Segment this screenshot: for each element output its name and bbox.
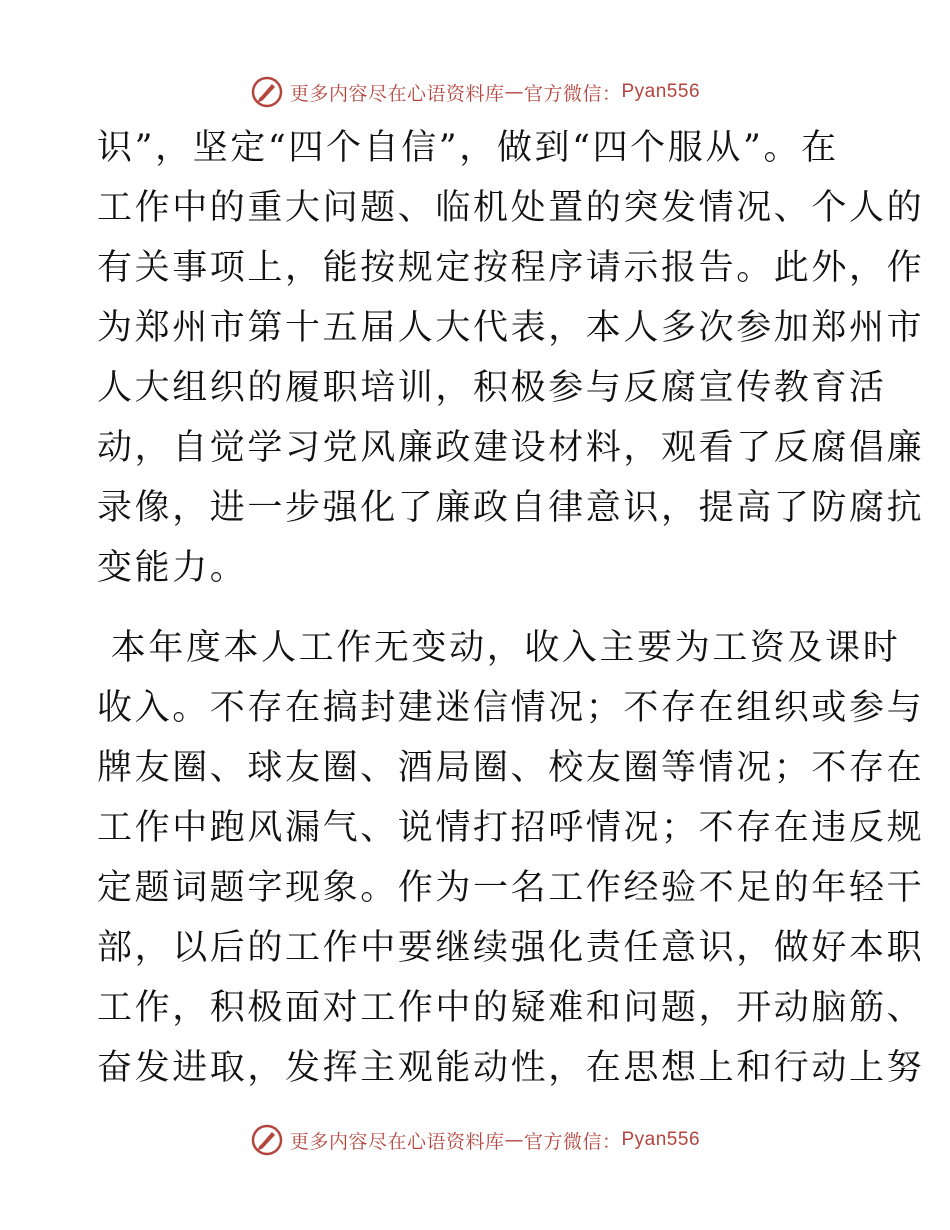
- text-line: 部，以后的工作中要继续强化责任意识，做好本职: [97, 928, 925, 968]
- text-line: 为郑州市第十五届人大代表，本人多次参加郑州市: [97, 308, 925, 348]
- text-line: 奋发进取，发挥主观能动性，在思想上和行动上努: [97, 1048, 925, 1088]
- footer-watermark: [0, 1120, 950, 1160]
- text-line: 动，自觉学习党风廉政建设材料，观看了反腐倡廉: [97, 428, 925, 468]
- watermark-wechat-id: Pyan556: [621, 81, 701, 102]
- text-line: 本年度本人工作无变动，收入主要为工资及课时: [97, 628, 901, 668]
- text-line: 识”，坚定“四个自信”，做到“四个服从”。在: [97, 128, 839, 168]
- pen-logo-icon: [250, 1123, 284, 1157]
- text-line: 工作中跑风漏气、说情打招呼情况；不存在违反规: [97, 808, 925, 848]
- text-line: 定题词题字现象。作为一名工作经验不足的年轻干: [97, 868, 925, 908]
- text-line: 人大组织的履职培训，积极参与反腐宣传教育活: [97, 368, 887, 408]
- watermark-dash: —: [504, 1129, 524, 1151]
- pen-logo-icon: [250, 75, 284, 109]
- paragraph-2: [97, 618, 925, 1098]
- watermark-sub-text: 官方微信：: [523, 1130, 622, 1153]
- text-line: 变能力。: [97, 548, 248, 588]
- paragraph-gap: [97, 598, 857, 618]
- text-line: 有关事项上，能按规定按程序请示报告。此外，作: [97, 248, 925, 288]
- watermark-wechat-id: Pyan556: [621, 1129, 701, 1150]
- text-line: 录像，进一步强化了廉政自律意识，提高了防腐抗: [97, 488, 925, 528]
- text-line: 工作，积极面对工作中的疑难和问题，开动脑筋、: [97, 988, 925, 1028]
- header-watermark: [0, 72, 950, 112]
- text-line: 牌友圈、球友圈、酒局圈、校友圈等情况；不存在: [97, 748, 925, 788]
- watermark-main-text: 更多内容尽在心语资料库: [289, 82, 505, 105]
- text-line: 工作中的重大问题、临机处置的突发情况、个人的: [97, 188, 925, 228]
- document-body: [97, 118, 925, 1098]
- watermark-dash: —: [504, 81, 524, 103]
- paragraph-1: [97, 118, 925, 598]
- watermark-main-text: 更多内容尽在心语资料库: [289, 1130, 505, 1153]
- watermark-sub-text: 官方微信：: [523, 82, 622, 105]
- text-line: 收入。不存在搞封建迷信情况；不存在组织或参与: [97, 688, 925, 728]
